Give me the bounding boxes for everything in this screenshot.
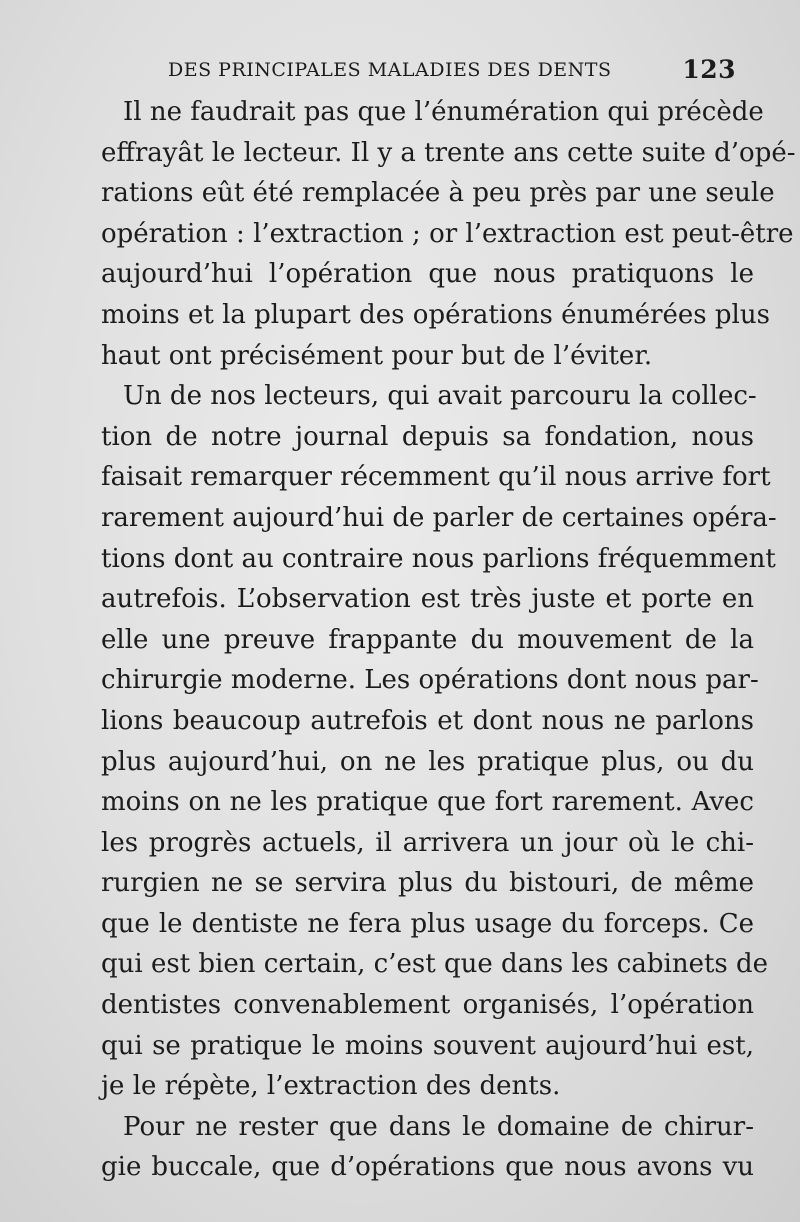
- paragraph-3: [101, 1107, 754, 1188]
- text-line: elle une preuve frappante du mouvement de la: [101, 624, 754, 655]
- text-line: rurgien ne se servira plus du bistouri, de même: [101, 868, 754, 899]
- page-number: 123: [682, 55, 736, 84]
- text-line: qui est bien certain, c’est que dans les cabinets de: [101, 949, 769, 980]
- text-line: qui se pratique le moins souvent aujourd’hui est,: [101, 1030, 754, 1061]
- text-line: tion de notre journal depuis sa fondation, nous: [101, 421, 754, 452]
- text-line: autrefois. L’observation est très juste et porte en: [101, 584, 754, 615]
- text-line: rarement aujourd’hui de parler de certaines opéra-: [101, 502, 777, 533]
- text-line: rations eût été remplacée à peu près par une seule: [101, 178, 775, 209]
- paragraph-1: [101, 92, 796, 376]
- body-text: [101, 92, 796, 1188]
- text-line: chirurgie moderne. Les opérations dont nous par-: [101, 665, 759, 696]
- text-line: moins et la plupart des opérations énumérées plus: [101, 299, 770, 330]
- text-line: effrayât le lecteur. Il y a trente ans cette suite d’opé-: [101, 137, 796, 168]
- text-line: les progrès actuels, il arrivera un jour où le chi-: [101, 827, 754, 858]
- text-line: plus aujourd’hui, on ne les pratique plus, ou du: [101, 746, 754, 777]
- text-line: lions beaucoup autrefois et dont nous ne parlons: [101, 705, 754, 736]
- text-line: Un de nos lecteurs, qui avait parcouru la collec-: [123, 381, 757, 412]
- text-line: je le répète, l’extraction des dents.: [101, 1071, 561, 1102]
- text-line: opération : l’extraction ; or l’extraction est peut-être: [101, 218, 794, 249]
- text-line: gie buccale, que d’opérations que nous avons vu: [101, 1152, 754, 1183]
- running-title: DES PRINCIPALES MALADIES DES DENTS: [168, 59, 612, 81]
- text-line: moins on ne les pratique que fort rarement. Avec: [101, 787, 754, 818]
- text-line: dentistes convenablement organisés, l’opération: [101, 990, 754, 1021]
- text-line: tions dont au contraire nous parlions fréquemment: [101, 543, 776, 574]
- paragraph-2: [101, 376, 777, 1107]
- text-line: aujourd’hui l’opération que nous pratiquons le: [101, 259, 754, 290]
- text-line: Pour ne rester que dans le domaine de chirur-: [123, 1111, 754, 1142]
- text-line: haut ont précisément pour but de l’éviter.: [101, 340, 653, 371]
- text-line: faisait remarquer récemment qu’il nous arrive fort: [101, 462, 771, 493]
- page-header: [168, 52, 736, 88]
- text-line: que le dentiste ne fera plus usage du forceps. Ce: [101, 908, 754, 939]
- text-line: Il ne faudrait pas que l’énumération qui précède: [123, 97, 764, 127]
